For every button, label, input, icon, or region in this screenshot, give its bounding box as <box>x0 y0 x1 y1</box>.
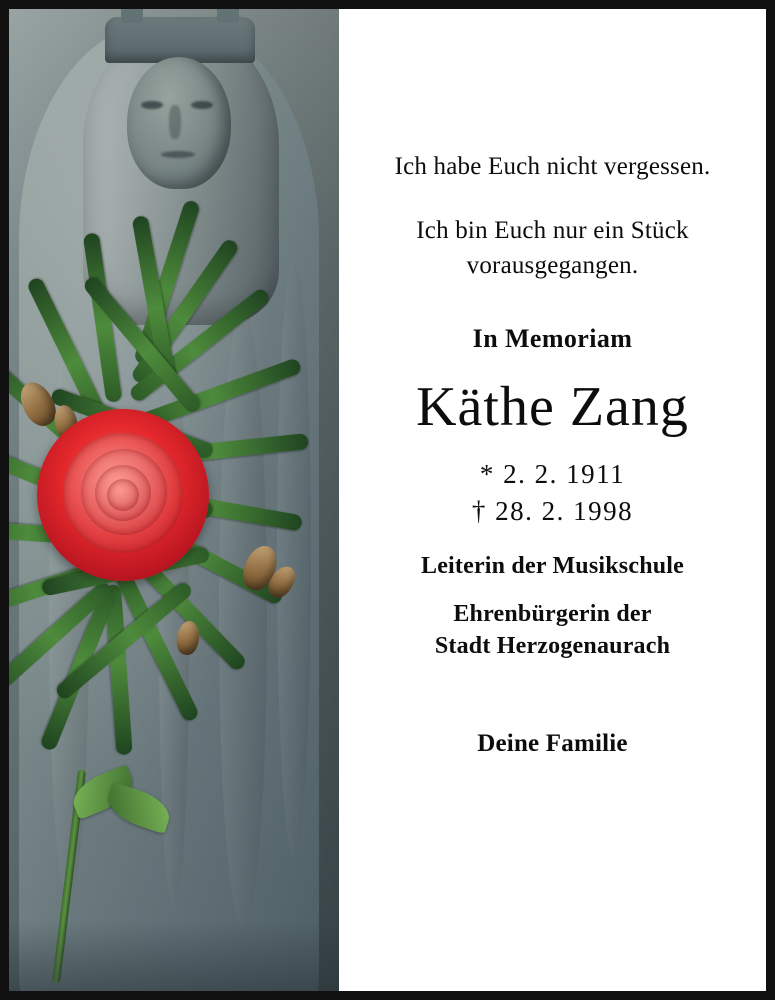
verse-line-2a: Ich bin Euch nur ein Stück <box>416 216 689 244</box>
in-memoriam-heading: In Memoriam <box>472 323 633 353</box>
memorial-verse <box>395 149 711 284</box>
deceased-role: Leiterin der Musikschule <box>420 553 685 580</box>
honor-line-2: Stadt Herzogenaurach <box>434 633 671 660</box>
photo-shadow <box>9 921 339 991</box>
verse-line-1: Ich habe Euch nicht vergessen. <box>394 153 711 180</box>
death-date: † 28. 2. 1998 <box>471 495 634 526</box>
statue-nose <box>169 105 181 139</box>
verse-line-2b: vorausgegangen. <box>466 252 639 279</box>
statue-eye <box>191 101 213 109</box>
signature-line: Deine Familie <box>477 730 628 758</box>
statue-mouth <box>161 151 195 158</box>
memorial-photo <box>9 9 339 991</box>
notice-inner <box>9 9 766 991</box>
deceased-name: Käthe Zang <box>416 375 689 438</box>
honor-line-1: Ehrenbürgerin der <box>453 601 652 628</box>
deceased-honor <box>435 598 670 662</box>
red-rose <box>37 409 209 581</box>
life-dates <box>472 456 633 529</box>
notice-text-column <box>339 9 766 991</box>
birth-date: * 2. 2. 1911 <box>479 459 626 490</box>
statue-eye <box>141 101 163 109</box>
